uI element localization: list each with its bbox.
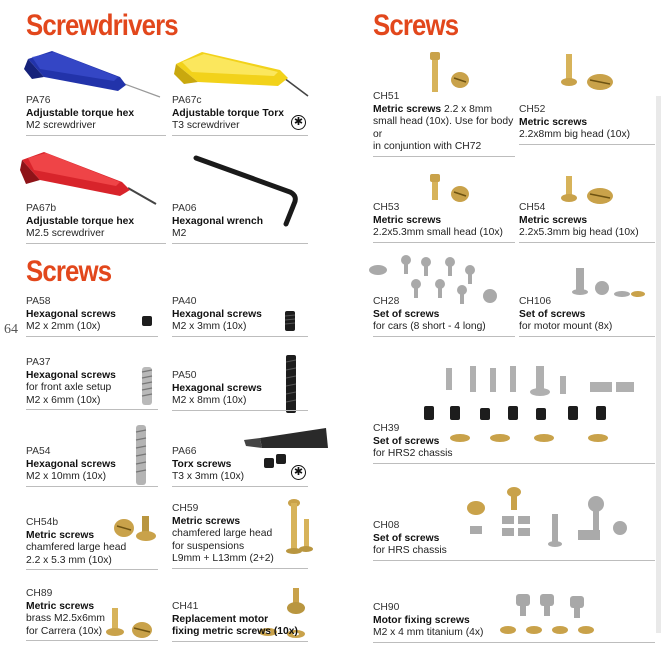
product-ch08 [373,520,655,558]
product-desc: M2 x 6mm (10x) [26,394,101,406]
product-pa67b [26,203,166,241]
product-ch54 [519,202,655,240]
page-number: 64 [4,322,18,337]
product-desc: T3 x 3mm (10x) [172,471,245,483]
divider [26,135,166,136]
product-pa06 [172,203,308,241]
product-ch28 [373,296,515,334]
product-code: PA50 [172,370,197,381]
product-name: Hexagonal screws [172,308,262,320]
product-desc: for HRS chassis [373,545,447,557]
blue-screwdriver-image [22,47,162,99]
divider [172,568,308,569]
product-desc: M2 screwdriver [26,120,96,132]
divider [373,156,515,157]
product-desc: M2.5 screwdriver [26,228,105,240]
product-ch52 [519,104,655,142]
product-name: Replacement motor [172,613,269,625]
product-ch51 [373,91,515,154]
product-ch89 [26,588,158,638]
divider [26,640,158,641]
product-desc: chamfered large head [172,528,273,540]
product-code: CH08 [373,520,400,531]
product-name: Adjustable torque hex [26,215,135,227]
product-ch90 [373,602,655,640]
product-ch54b [26,517,158,567]
product-name: Motor fixing screws [373,614,470,626]
product-name: Metric screws [519,116,588,128]
product-name: Hexagonal screws [26,308,116,320]
product-desc: for HRS2 chassis [373,448,453,460]
product-code: PA76 [26,95,51,106]
divider [373,560,655,561]
product-pa76 [26,95,166,133]
product-pa37 [26,357,158,407]
product-code: CH53 [373,202,400,213]
product-code: CH106 [519,296,552,307]
product-name: Hexagonal wrench [172,215,263,227]
product-code: PA37 [26,357,51,368]
product-desc: 2.2x5.3mm big head (10x) [519,227,639,239]
product-name: Metric screws [172,515,241,527]
product-code: PA54 [26,446,51,457]
divider [172,243,308,244]
product-name: Set of screws [519,308,586,320]
product-desc: small head (10x). Use for body or [373,116,514,140]
product-desc: chamfered large head [26,542,127,554]
product-code: PA66 [172,446,197,457]
divider [172,641,308,642]
product-name: Metric screws [373,103,442,115]
product-name: Hexagonal screws [172,382,262,394]
product-code: CH54 [519,202,546,213]
product-pa54 [26,446,158,484]
product-code: PA06 [172,203,197,214]
product-code: PA67c [172,95,202,106]
divider [26,569,158,570]
red-screwdriver-image [18,148,160,208]
product-desc: for front axle setup [26,382,112,394]
product-ch39 [373,423,655,461]
gold-screws-image [560,50,620,92]
product-code: CH89 [26,588,53,599]
product-ch106 [519,296,655,334]
divider [26,409,158,410]
page-edge [656,96,661,633]
product-name: Set of screws [373,308,440,320]
product-code: CH41 [172,601,199,612]
divider [172,410,308,411]
gold-screws-image [426,50,472,94]
product-desc: M2 [172,228,187,240]
divider [373,242,515,243]
product-ch59 [172,503,308,566]
divider [26,336,158,337]
torx-icon: ✱ [291,115,306,130]
product-pa67c [172,95,308,133]
product-ch53 [373,202,515,240]
torx-icon: ✱ [291,465,306,480]
product-pa58 [26,296,158,334]
divider [26,243,166,244]
divider [373,463,655,464]
product-code: CH90 [373,602,400,613]
heading-screws-right: Screws [373,9,459,42]
divider [26,486,158,487]
product-code: PA58 [26,296,51,307]
product-desc: L9mm + L13mm (2+2) [172,553,274,565]
product-desc: in conjuntion with CH72 [373,141,482,153]
heading-screws-left: Screws [26,255,112,288]
product-name: Metric screws [26,529,95,541]
product-size: 2.2 x 8mm [441,103,493,115]
product-pa50 [172,370,308,408]
product-name: Adjustable torque Torx [172,107,284,119]
product-name: fixing metric screws (10x) [172,626,298,638]
divider [172,336,308,337]
product-code: CH59 [172,503,199,514]
product-desc: M2 x 4 mm titanium (4x) [373,627,484,639]
product-name: Hexagonal screws [26,458,116,470]
yellow-screwdriver-image [172,48,312,100]
product-code: CH51 [373,91,400,102]
product-code: PA67b [26,203,57,214]
product-desc: 2.2x8mm big head (10x) [519,129,631,141]
product-desc: brass M2.5x6mm [26,613,105,625]
product-desc: M2 x 2mm (10x) [26,321,101,333]
product-desc: M2 x 10mm (10x) [26,471,107,483]
product-desc: for motor mount (8x) [519,321,613,333]
product-desc: 2.2x5.3mm small head (10x) [373,227,503,239]
product-name: Set of screws [373,532,440,544]
divider [172,486,308,487]
divider [519,144,655,145]
product-desc: for cars (8 short - 4 long) [373,321,486,333]
product-name: Metric screws [373,214,442,226]
product-code: PA40 [172,296,197,307]
product-code: CH54b [26,517,59,528]
product-name: Hexagonal screws [26,369,116,381]
divider [172,135,308,136]
divider [373,336,515,337]
product-pa66 [172,446,308,484]
product-ch41 [172,601,308,639]
divider [519,336,655,337]
product-desc: T3 screwdriver [172,120,240,132]
product-pa40 [172,296,308,334]
product-code: CH52 [519,104,546,115]
product-desc: M2 x 3mm (10x) [172,321,247,333]
divider [373,642,655,643]
product-name: Metric screws [519,214,588,226]
product-desc: 2.2 x 5.3 mm (10x) [26,554,112,566]
divider [519,242,655,243]
heading-screwdrivers: Screwdrivers [26,9,178,42]
product-desc: for Carrera (10x) [26,625,103,637]
product-name: Metric screws [26,600,95,612]
product-desc: for suspensions [172,540,245,552]
product-name: Set of screws [373,435,440,447]
product-desc: M2 x 8mm (10x) [172,395,247,407]
product-code: CH39 [373,423,400,434]
product-code: CH28 [373,296,400,307]
product-name: Torx screws [172,458,232,470]
product-name: Adjustable torque hex [26,107,135,119]
